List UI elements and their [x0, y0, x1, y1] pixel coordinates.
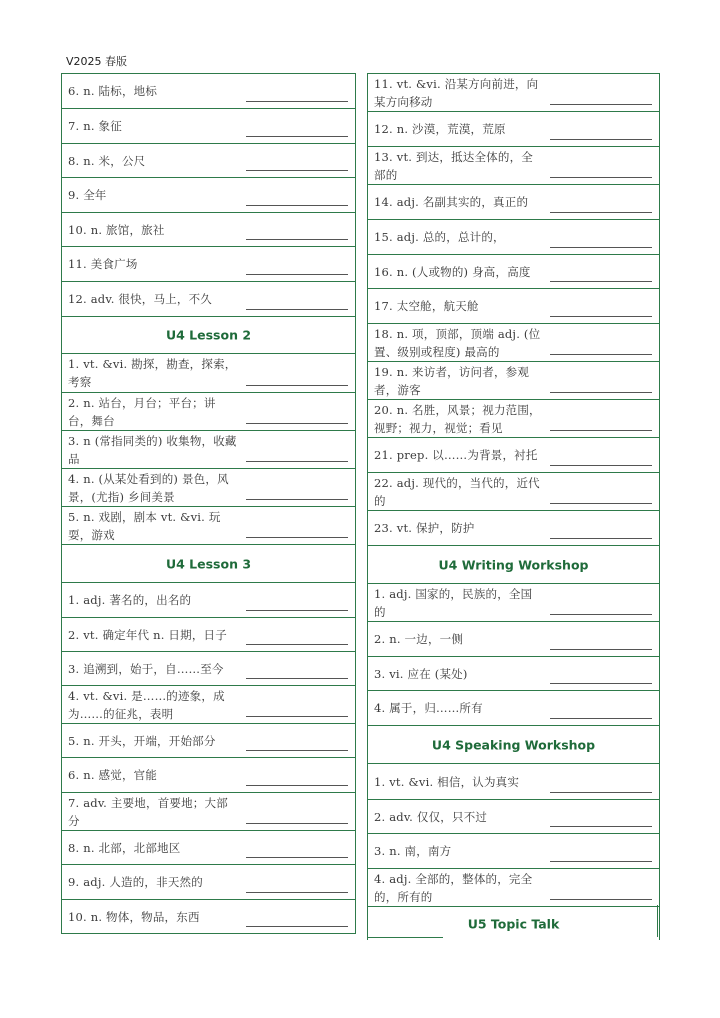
- vocab-definition: 4. 属于，归……所有: [374, 701, 483, 715]
- answer-blank[interactable]: [550, 430, 652, 431]
- vocab-definition: 10. n. 物体，物品，东西: [68, 909, 200, 924]
- vocab-row: [62, 393, 355, 431]
- vocab-definition: 4. vt. &vi. 是……的迹象，成为……的征兆，表明: [68, 688, 225, 721]
- answer-blank[interactable]: [246, 499, 348, 500]
- answer-blank[interactable]: [550, 392, 652, 393]
- vocab-row: [368, 74, 659, 112]
- vocab-row: [62, 831, 355, 865]
- answer-blank[interactable]: [246, 274, 348, 275]
- vocab-row: [62, 354, 355, 393]
- answer-blank[interactable]: [550, 683, 652, 684]
- vocab-definition: 19. n. 来访者，访问者，参观者，游客: [374, 364, 530, 397]
- answer-blank[interactable]: [550, 614, 652, 615]
- answer-blank[interactable]: [246, 750, 348, 751]
- vocab-row: [62, 431, 355, 469]
- vocab-definition: 17. 太空舱，航天舱: [374, 299, 479, 313]
- vocab-definition: 4. n. (从某处看到的) 景色，风景，(尤指) 乡间美景: [68, 471, 229, 504]
- answer-blank[interactable]: [550, 649, 652, 650]
- vocab-row: [62, 282, 355, 317]
- vocab-definition: 8. n. 北部，北部地区: [68, 840, 181, 855]
- vocab-definition: 21. prep. 以……为背景，衬托: [374, 448, 538, 462]
- answer-blank[interactable]: [246, 423, 348, 424]
- answer-blank[interactable]: [246, 461, 348, 462]
- vocab-definition: 6. n. 陆标，地标: [68, 84, 158, 98]
- vocab-definition: 8. n. 米，公尺: [68, 153, 146, 168]
- vocab-row: [62, 758, 355, 793]
- vocab-definition: 22. adj. 现代的，当代的，近代的: [374, 475, 540, 508]
- vocab-definition: 1. vt. &vi. 勘探，勘查，探索，考察: [68, 357, 237, 389]
- answer-blank[interactable]: [246, 101, 348, 102]
- vocab-definition: 9. adj. 人造的，非天然的: [68, 875, 203, 889]
- vocab-row: [368, 473, 659, 511]
- vocab-row: [368, 764, 659, 800]
- vocab-definition: 3. vi. 应在 (某处): [374, 666, 468, 681]
- vocab-row: [62, 213, 355, 247]
- page-label: V2025 春版: [66, 55, 128, 68]
- vocab-row: [368, 220, 659, 255]
- vocab-row: [62, 583, 355, 618]
- section-heading: [368, 546, 659, 584]
- vocab-definition: 7. n. 象征: [68, 119, 122, 133]
- vocab-row: [368, 400, 659, 438]
- answer-blank[interactable]: [550, 247, 652, 248]
- table-bottom-line: [367, 937, 443, 938]
- section-title: U5 Topic Talk: [467, 916, 560, 931]
- vocab-row: [368, 185, 659, 220]
- vocab-row: [368, 362, 659, 400]
- vocab-definition: 16. n. (人或物的) 身高，高度: [374, 264, 531, 279]
- vocab-definition: 3. 追溯到，始于，自……至今: [68, 661, 224, 676]
- vocab-row: [368, 869, 659, 907]
- vocab-definition: 20. n. 名胜，风景；视力范围，视野；视力，视觉；看见: [374, 402, 541, 435]
- vocab-row: [62, 247, 355, 282]
- vocab-row: [368, 438, 659, 473]
- vocab-definition: 1. adj. 著名的，出名的: [68, 593, 192, 607]
- vocab-definition: 2. n. 一边，一侧: [374, 632, 464, 646]
- vocab-definition: 1. adj. 国家的，民族的，全国的: [374, 586, 533, 619]
- vocab-row: [368, 324, 659, 362]
- section-heading: [368, 907, 659, 940]
- vocab-definition: 1. vt. &vi. 相信，认为真实: [374, 774, 520, 789]
- answer-blank[interactable]: [550, 465, 652, 466]
- answer-blank[interactable]: [550, 718, 652, 719]
- answer-blank[interactable]: [550, 861, 652, 862]
- answer-blank[interactable]: [550, 316, 652, 317]
- vocab-definition: 9. 全年: [68, 188, 107, 202]
- vocab-definition: 13. vt. 到达，抵达全体的，全部的: [374, 149, 533, 182]
- answer-blank[interactable]: [246, 309, 348, 310]
- vocab-row: [368, 255, 659, 289]
- left-vocab-table: [61, 73, 356, 934]
- vocab-row: [62, 469, 355, 507]
- answer-blank[interactable]: [246, 537, 348, 538]
- answer-blank[interactable]: [246, 716, 348, 717]
- answer-blank[interactable]: [550, 899, 652, 900]
- right-vocab-table: [367, 73, 660, 940]
- answer-blank[interactable]: [550, 281, 652, 282]
- vocab-row: [368, 289, 659, 324]
- answer-blank[interactable]: [550, 104, 652, 105]
- section-title: U4 Speaking Workshop: [431, 737, 596, 752]
- vocab-row: [62, 109, 355, 144]
- table-right-edge: [657, 905, 658, 937]
- answer-blank[interactable]: [246, 892, 348, 893]
- answer-blank[interactable]: [550, 177, 652, 178]
- vocab-definition: 7. adv. 主要地，首要地；大部分: [68, 795, 228, 828]
- answer-blank[interactable]: [550, 792, 652, 793]
- section-title: U4 Lesson 3: [165, 556, 252, 571]
- section-title: U4 Lesson 2: [165, 327, 252, 343]
- vocab-definition: 18. n. 项，顶部，顶端 adj. (位置、级别或程度) 最高的: [374, 326, 541, 359]
- vocab-row: [368, 657, 659, 691]
- section-heading: [368, 726, 659, 764]
- answer-blank[interactable]: [246, 857, 348, 858]
- vocab-row: [368, 584, 659, 622]
- vocab-row: [62, 618, 355, 652]
- vocab-definition: 14. adj. 名副其实的，真正的: [374, 195, 529, 209]
- vocab-definition: 4. adj. 全部的，整体的，完全的，所有的: [374, 871, 533, 904]
- section-heading: [62, 317, 355, 354]
- vocab-definition: 3. n. 南，南方: [374, 844, 452, 858]
- section-heading: [62, 545, 355, 583]
- vocab-row: [62, 900, 355, 934]
- vocab-row: [368, 147, 659, 185]
- vocab-definition: 11. 美食广场: [68, 257, 138, 271]
- answer-blank[interactable]: [550, 503, 652, 504]
- vocab-row: [368, 800, 659, 834]
- vocab-definition: 6. n. 感觉，官能: [68, 768, 158, 782]
- vocab-definition: 23. vt. 保护，防护: [374, 521, 475, 535]
- vocab-row: [368, 112, 659, 147]
- answer-blank[interactable]: [246, 136, 348, 137]
- vocab-definition: 12. adv. 很快，马上，不久: [68, 292, 213, 306]
- vocab-row: [368, 691, 659, 726]
- answer-blank[interactable]: [550, 354, 652, 355]
- vocab-definition: 3. n (常指同类的) 收集物，收藏品: [68, 433, 237, 466]
- vocab-row: [62, 144, 355, 178]
- answer-blank[interactable]: [246, 610, 348, 611]
- answer-blank[interactable]: [246, 205, 348, 206]
- vocab-definition: 15. adj. 总的，总计的，: [374, 230, 505, 244]
- answer-blank[interactable]: [246, 926, 348, 927]
- vocab-row: [62, 686, 355, 724]
- vocab-row: [62, 724, 355, 758]
- answer-blank[interactable]: [550, 212, 652, 213]
- vocab-row: [62, 74, 355, 109]
- vocab-definition: 2. vt. 确定年代 n. 日期，日子: [68, 627, 227, 642]
- answer-blank[interactable]: [550, 139, 652, 140]
- vocab-row: [62, 793, 355, 831]
- vocab-definition: 5. n. 戏剧，剧本 vt. &vi. 玩耍，游戏: [68, 509, 221, 542]
- section-title: U4 Writing Workshop: [438, 557, 589, 572]
- vocab-row: [368, 622, 659, 657]
- answer-blank[interactable]: [246, 239, 348, 240]
- vocab-definition: 11. vt. &vi. 沿某方向前进，向某方向移动: [374, 76, 539, 109]
- answer-blank[interactable]: [246, 644, 348, 645]
- vocab-row: [62, 507, 355, 545]
- vocab-definition: 12. n. 沙漠，荒漠，荒原: [374, 122, 506, 136]
- answer-blank[interactable]: [246, 170, 348, 171]
- vocab-row: [368, 834, 659, 869]
- vocab-row: [62, 652, 355, 686]
- answer-blank[interactable]: [550, 538, 652, 539]
- answer-blank[interactable]: [246, 823, 348, 824]
- vocab-row: [62, 865, 355, 900]
- vocab-definition: 2. adv. 仅仅，只不过: [374, 809, 488, 824]
- answer-blank[interactable]: [246, 785, 348, 786]
- vocab-row: [62, 178, 355, 213]
- answer-blank[interactable]: [246, 678, 348, 679]
- vocab-definition: 5. n. 开头，开端，开始部分: [68, 733, 216, 748]
- vocab-definition: 10. n. 旅馆，旅社: [68, 222, 165, 237]
- vocab-definition: 2. n. 站台，月台；平台；讲台，舞台: [68, 395, 216, 428]
- vocab-row: [368, 511, 659, 546]
- answer-blank[interactable]: [246, 385, 348, 386]
- answer-blank[interactable]: [550, 826, 652, 827]
